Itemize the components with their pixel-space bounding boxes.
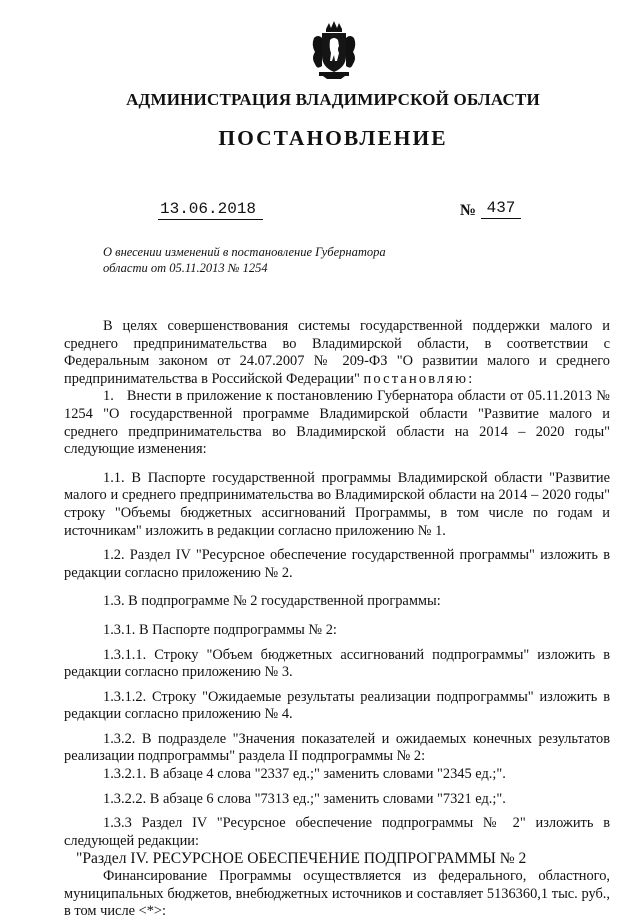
paragraph-1-3-2: 1.3.2. В подразделе "Значения показателей и ожидаемых конечных результатов реализации подпрограммы" раздела II подпрограммы № 2: <box>64 730 610 765</box>
organization-name: АДМИНИСТРАЦИЯ ВЛАДИМИРСКОЙ ОБЛАСТИ <box>126 90 540 109</box>
paragraph-1-3-2-1: 1.3.2.1. В абзаце 4 слова "2337 ед.;" заменить словами "2345 ед.;". <box>103 766 506 783</box>
paragraph-1-3-1: 1.3.1. В Паспорте подпрограммы № 2: <box>103 621 337 638</box>
paragraph-intro <box>64 318 610 388</box>
paragraph-1-3-1-2: 1.3.1.2. Строку "Ожидаемые результаты реализации подпрограммы" изложить в редакции согласно приложению № 4. <box>64 688 610 723</box>
paragraph-1-3-2-2: 1.3.2.2. В абзаце 6 слова "7313 ед.;" заменить словами "7321 ед.;". <box>103 790 506 807</box>
paragraph-1-3-3: 1.3.3 Раздел IV "Ресурсное обеспечение подпрограммы № 2" изложить в следующей редакции: <box>64 815 610 849</box>
paragraph-1: 1. Внести в приложение к постановлению Губернатора области от 05.11.2013 № 1254 "О государственной программе Владимирской области "Развитие малого и среднего предпринимательства во Владимирской области на 2014 – 2020 годы" следующие изменения: <box>64 388 610 458</box>
coat-of-arms-icon <box>309 20 359 80</box>
document-number: 437 <box>481 199 521 219</box>
document-subject <box>103 244 413 276</box>
section-title: "Раздел IV. РЕСУРСНОЕ ОБЕСПЕЧЕНИЕ ПОДПРОГРАММЫ № 2 <box>76 850 527 868</box>
subject-line-1: О внесении изменений в постановление Губернатора <box>103 245 386 259</box>
document-body <box>64 318 610 921</box>
paragraph-1-2: 1.2. Раздел IV "Ресурсное обеспечение государственной программы" изложить в редакции согласно приложению № 2. <box>64 547 610 581</box>
document-type: ПОСТАНОВЛЕНИЕ <box>218 126 448 150</box>
paragraph-1-1: 1.1. В Паспорте государственной программы Владимирской области "Развитие малого и среднего предпринимательства во Владимирской области на 2014 – 2020 годы" строку "Объемы бюджетных ассигнований Программы, в том числе по годам и источникам" изложить в редакции согласно приложению № 1. <box>64 469 610 539</box>
paragraph-1-3: 1.3. В подпрограмме № 2 государственной программы: <box>103 593 441 610</box>
document-date: 13.06.2018 <box>158 200 263 220</box>
intro-text: В целях совершенствования системы государственной поддержки малого и среднего предпринимательства во Владимирской области, в соответствии с Федеральным законом от 24.07.2007 № 209-ФЗ "О развитии малого и среднего предпринимательства в Российской Федерации" <box>64 318 610 387</box>
intro-resolve: постановляю: <box>363 370 475 387</box>
paragraph-1-3-1-1: 1.3.1.1. Строку "Объем бюджетных ассигнований подпрограммы" изложить в редакции согласно приложению № 3. <box>64 646 610 681</box>
subject-line-2: области от 05.11.2013 № 1254 <box>103 261 268 275</box>
document-number-label: № <box>460 202 477 219</box>
paragraph-financing: Финансирование Программы осуществляется из федерального, областного, муниципальных бюджетов, внебюджетных источников и составляет 5136360,1 тыс. руб., в том числе <*>: <box>64 868 610 920</box>
